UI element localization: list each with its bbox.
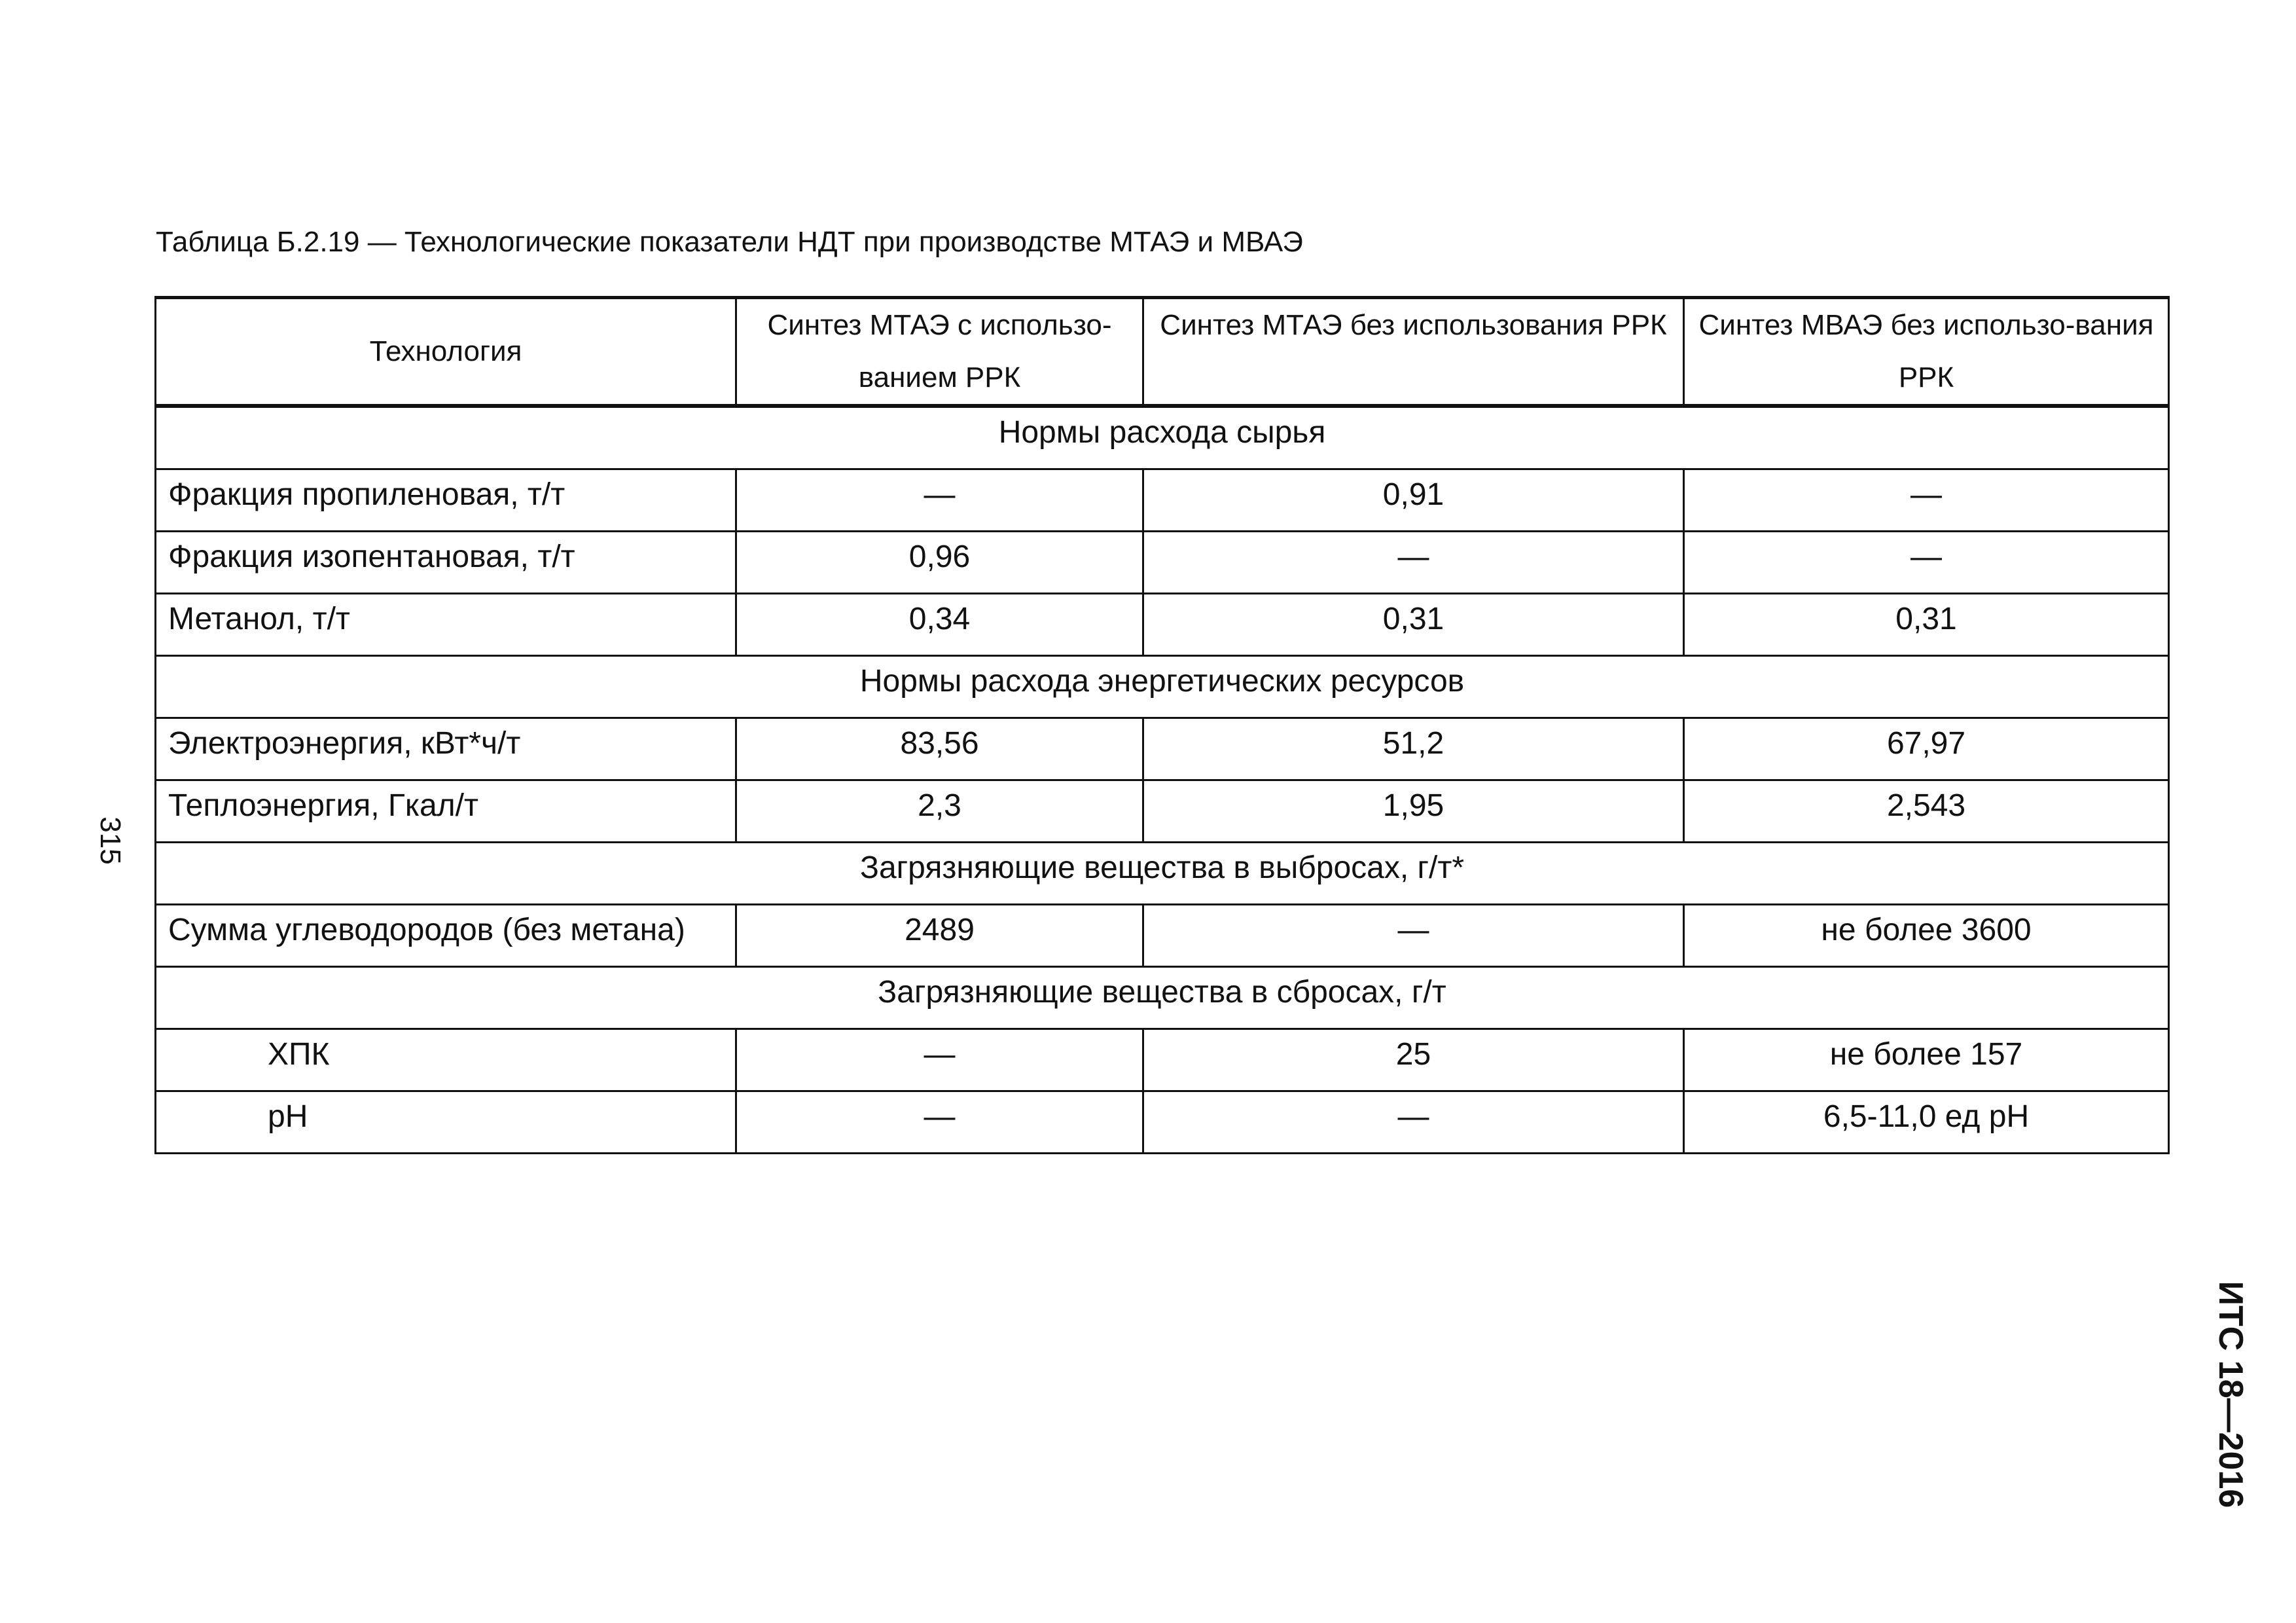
cell-col3: 0,31 [1684, 594, 2169, 656]
page-number: 315 [94, 816, 126, 865]
header-col1: Синтез МТАЭ с использо-ванием РРК [736, 298, 1143, 407]
header-col2: Синтез МТАЭ без использования РРК [1143, 298, 1684, 407]
header-technology: Технология [156, 298, 736, 407]
technology-indicators-table [154, 296, 2170, 1154]
header-col3: Синтез МВАЭ без использо-вания РРК [1684, 298, 2169, 407]
cell-col1: — [736, 1091, 1143, 1154]
table-row [156, 1029, 2169, 1091]
row-label: Метанол, т/т [156, 594, 736, 656]
table-row [156, 780, 2169, 843]
cell-col1: 2489 [736, 905, 1143, 967]
cell-col2: — [1143, 1091, 1684, 1154]
section-title: Загрязняющие вещества в сбросах, г/т [156, 967, 2169, 1029]
section-title: Загрязняющие вещества в выбросах, г/т* [156, 843, 2169, 905]
section-title: Нормы расхода сырья [156, 406, 2169, 469]
cell-col3: 6,5-11,0 ед pH [1684, 1091, 2169, 1154]
row-label: Фракция изопентановая, т/т [156, 532, 736, 594]
cell-col1: 0,34 [736, 594, 1143, 656]
cell-col2: 1,95 [1143, 780, 1684, 843]
row-label: Электроэнергия, кВт*ч/т [156, 718, 736, 780]
cell-col2: — [1143, 905, 1684, 967]
section-row [156, 967, 2169, 1029]
section-row [156, 843, 2169, 905]
table-caption: Таблица Б.2.19 — Технологические показатели НДТ при производстве МТАЭ и МВАЭ [156, 226, 1303, 258]
cell-col2: 25 [1143, 1029, 1684, 1091]
cell-col2: — [1143, 532, 1684, 594]
section-row [156, 406, 2169, 469]
row-label: Сумма углеводородов (без метана) [156, 905, 736, 967]
cell-col1: 0,96 [736, 532, 1143, 594]
cell-col3: не более 157 [1684, 1029, 2169, 1091]
cell-col3: 2,543 [1684, 780, 2169, 843]
table-header-row [156, 298, 2169, 407]
cell-col2: 51,2 [1143, 718, 1684, 780]
cell-col3: — [1684, 469, 2169, 532]
cell-col1: — [736, 1029, 1143, 1091]
table-row [156, 1091, 2169, 1154]
document-id: ИТС 18—2016 [2212, 1281, 2250, 1508]
section-row [156, 656, 2169, 718]
cell-col1: — [736, 469, 1143, 532]
section-title: Нормы расхода энергетических ресурсов [156, 656, 2169, 718]
cell-col2: 0,31 [1143, 594, 1684, 656]
cell-col3: 67,97 [1684, 718, 2169, 780]
cell-col2: 0,91 [1143, 469, 1684, 532]
table-row [156, 905, 2169, 967]
cell-col1: 83,56 [736, 718, 1143, 780]
row-label: Теплоэнергия, Гкал/т [156, 780, 736, 843]
cell-col3: — [1684, 532, 2169, 594]
table-row [156, 532, 2169, 594]
row-label: pH [156, 1091, 736, 1154]
table-row [156, 594, 2169, 656]
cell-col1: 2,3 [736, 780, 1143, 843]
cell-col3: не более 3600 [1684, 905, 2169, 967]
table-row [156, 469, 2169, 532]
table-row [156, 718, 2169, 780]
row-label: Фракция пропиленовая, т/т [156, 469, 736, 532]
row-label: ХПК [156, 1029, 736, 1091]
